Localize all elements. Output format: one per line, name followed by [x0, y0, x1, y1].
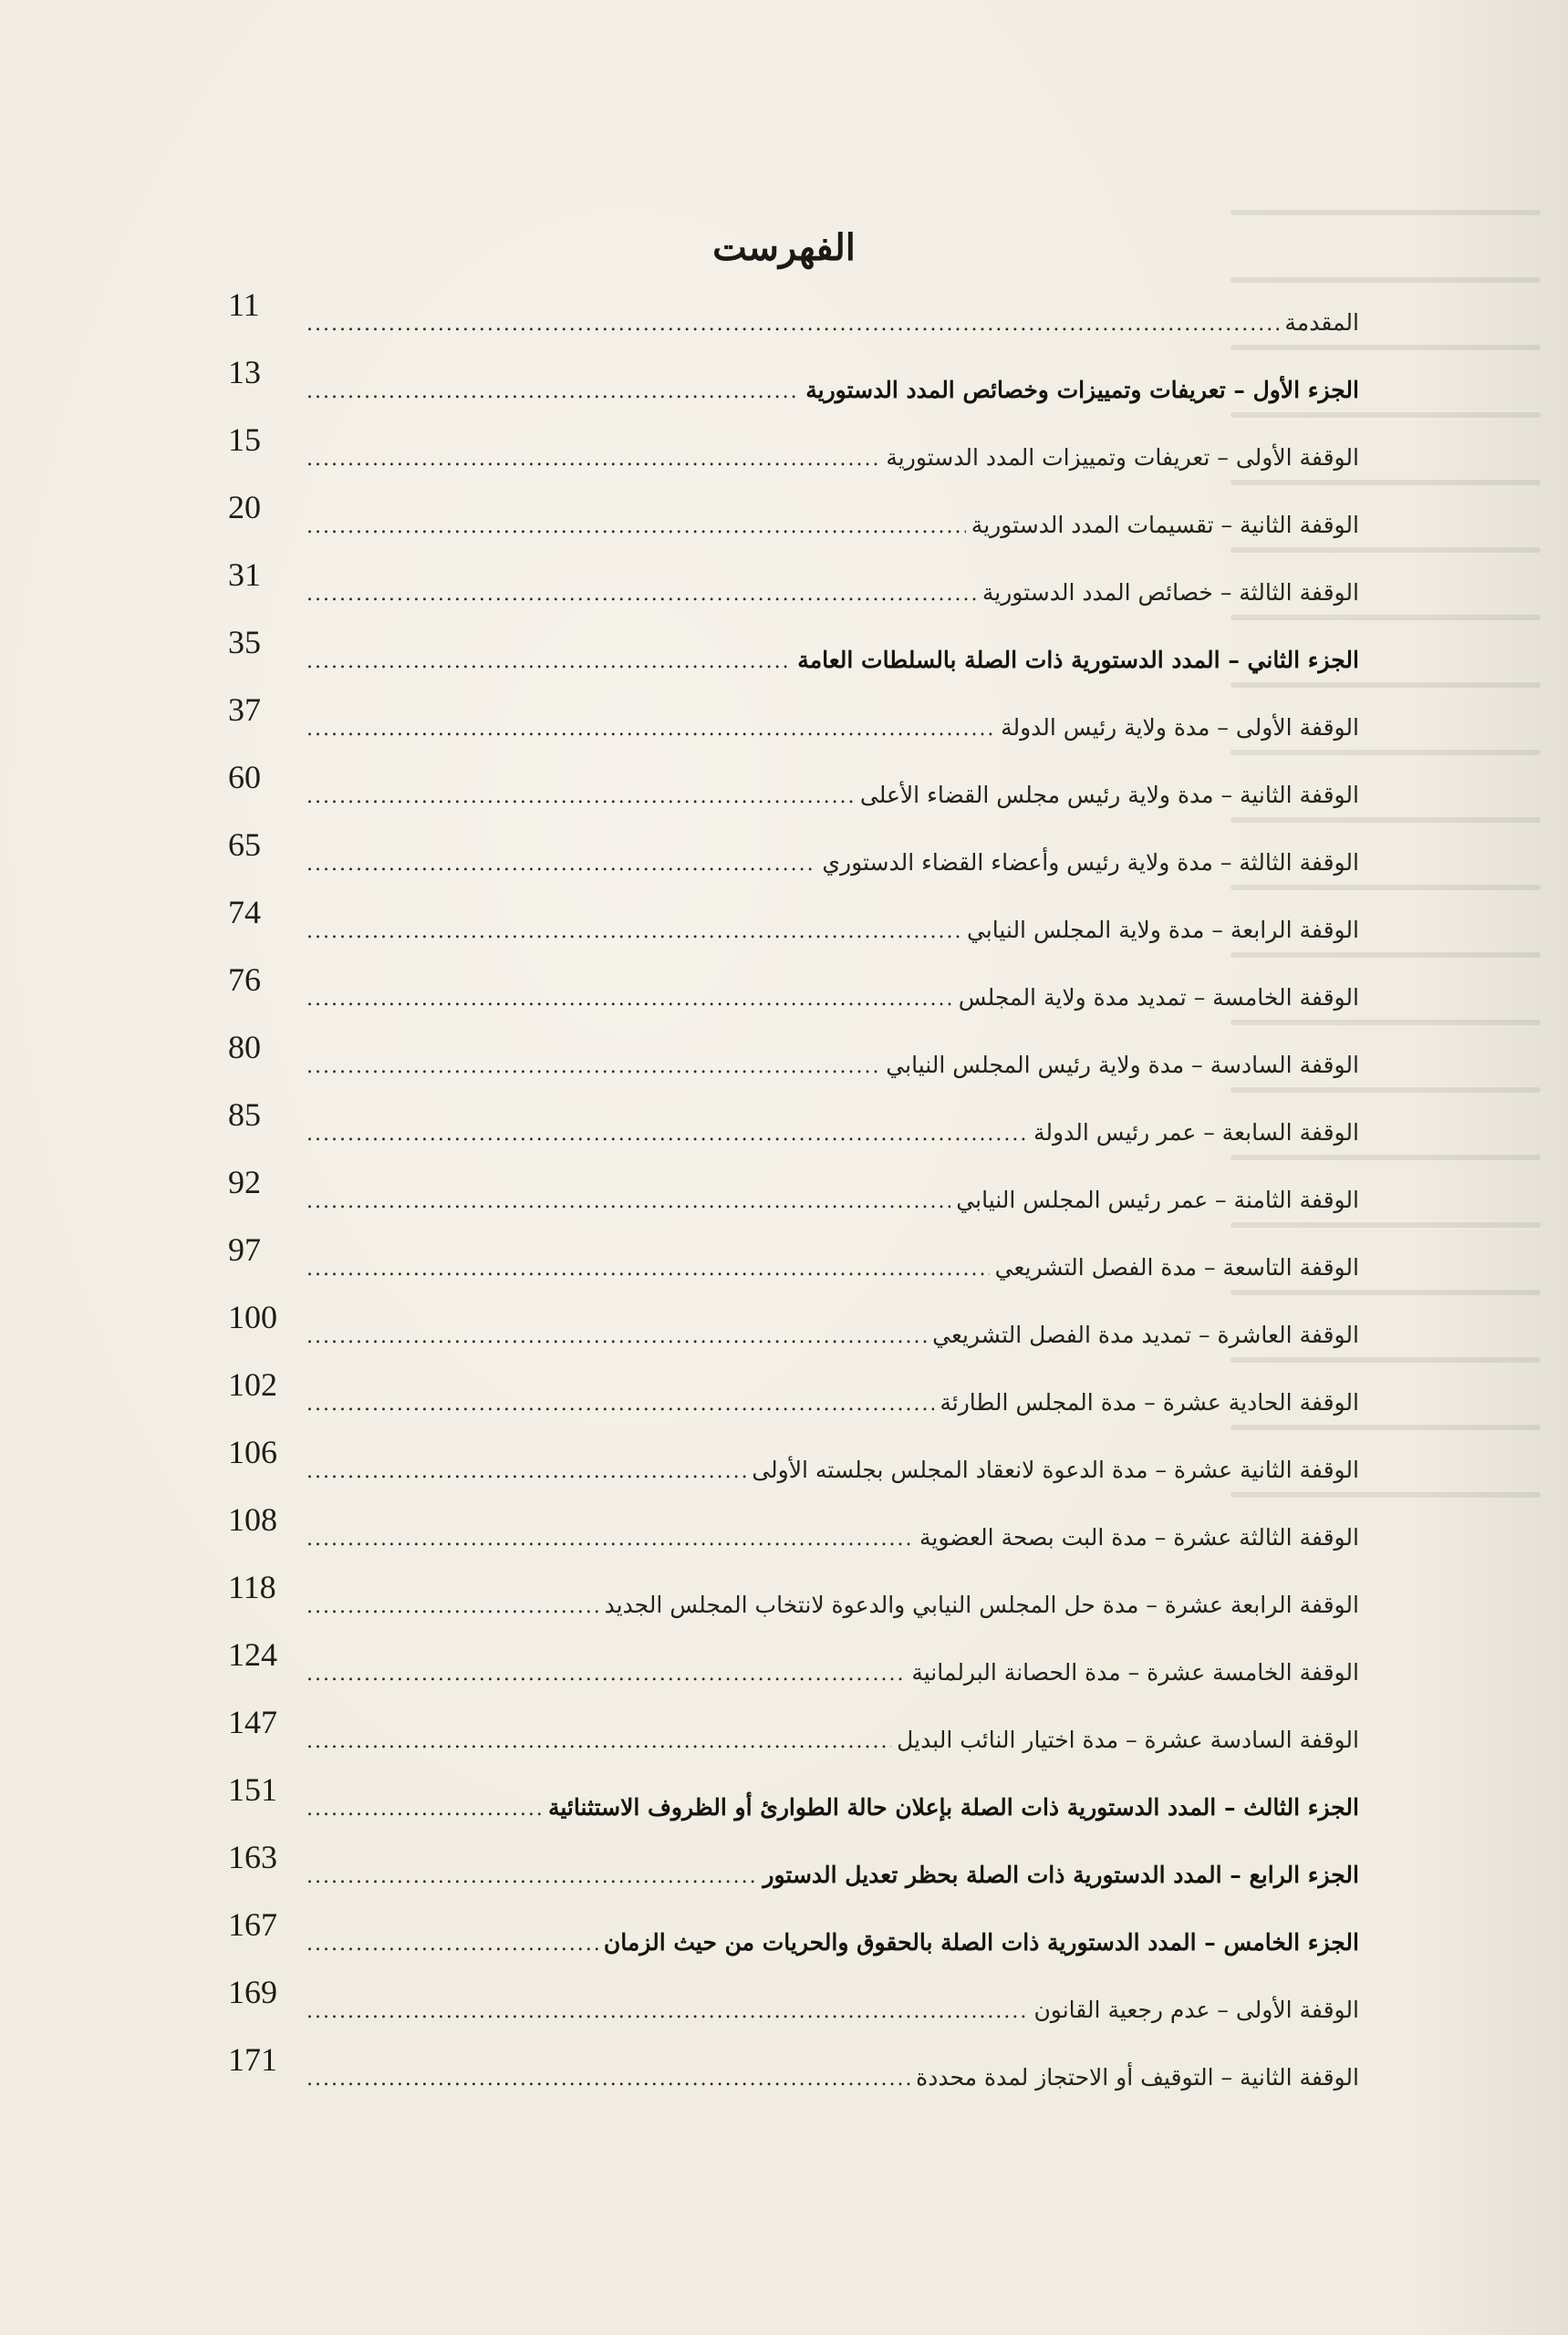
toc-part-entry [228, 624, 1359, 701]
toc-entry-title: الوقفة السابعة – عمر رئيس الدولة [1033, 1119, 1359, 1146]
dot-leader [306, 718, 995, 741]
toc-entry-title: الجزء الخامس – المدد الدستورية ذات الصلة بالحقوق والحريات من حيث الزمان [603, 1929, 1359, 1956]
dot-leader [306, 2068, 910, 2091]
toc-part-entry [228, 354, 1359, 431]
dot-leader [306, 2000, 1028, 2023]
dot-leader [306, 380, 800, 403]
dot-leader [306, 920, 961, 943]
toc-entry [228, 489, 1359, 566]
dot-leader [306, 583, 977, 606]
toc-page-number: 65 [228, 826, 261, 863]
toc-page-number: 37 [228, 691, 261, 728]
toc-entry [228, 1164, 1359, 1241]
toc-entry-title: الجزء الثاني – المدد الدستورية ذات الصلة بالسلطات العامة [797, 647, 1359, 673]
toc-entry-title: المقدمة [1284, 309, 1359, 336]
toc-entry-title: الوقفة التاسعة – مدة الفصل التشريعي [994, 1254, 1359, 1281]
toc-entry-title: الوقفة الثانية – التوقيف أو الاحتجاز لمدة محددة [916, 2064, 1359, 2091]
toc-entry-title: الجزء الأول – تعريفات وتمييزات وخصائص المدد الدستورية [805, 377, 1359, 403]
toc-page-number: 97 [228, 1231, 261, 1268]
toc-entry [228, 556, 1359, 634]
toc-page-number: 100 [228, 1299, 277, 1335]
toc-entry [228, 1231, 1359, 1309]
dot-leader [306, 1865, 757, 1888]
toc-entry [228, 1434, 1359, 1511]
dot-leader [306, 650, 792, 673]
toc-entry-title: الوقفة السادسة عشرة – مدة اختيار النائب البديل [897, 1727, 1359, 1753]
page-title: الفهرست [712, 226, 856, 269]
dot-leader [306, 1730, 891, 1753]
toc-part-entry [228, 1839, 1359, 1916]
toc-entry-title: الوقفة الخامسة عشرة – مدة الحصانة البرلمانية [911, 1659, 1359, 1686]
toc-page-number: 35 [228, 624, 261, 660]
dot-leader [306, 1258, 990, 1281]
toc-entry-title: الوقفة الثالثة عشرة – مدة البت بصحة العضوية [919, 1524, 1359, 1551]
toc-entry [228, 826, 1359, 904]
dot-leader [306, 1123, 1028, 1146]
toc-entry [228, 1974, 1359, 2051]
toc-entry-title: الوقفة الخامسة – تمديد مدة ولاية المجلس [958, 984, 1359, 1011]
dot-leader [306, 1055, 880, 1078]
toc-entry [228, 1029, 1359, 1106]
dot-leader [306, 313, 1279, 336]
toc-page-number: 169 [228, 1974, 277, 2010]
toc-entry-title: الوقفة الثالثة – مدة ولاية رئيس وأعضاء القضاء الدستوري [822, 849, 1359, 876]
dot-leader [306, 448, 880, 471]
dot-leader [306, 1663, 906, 1686]
toc-entry [228, 894, 1359, 971]
toc-entry-title: الوقفة العاشرة – تمديد مدة الفصل التشريعي [932, 1322, 1359, 1348]
toc-part-entry [228, 1906, 1359, 1984]
toc-entry [228, 759, 1359, 836]
toc-entry-title: الوقفة الثامنة – عمر رئيس المجلس النيابي [956, 1187, 1359, 1213]
toc-page-number: 106 [228, 1434, 277, 1470]
toc-entry [228, 961, 1359, 1039]
toc-page-number: 108 [228, 1501, 277, 1538]
toc-entry-title: الوقفة الأولى – مدة ولاية رئيس الدولة [1001, 714, 1359, 741]
toc-page-number: 74 [228, 894, 261, 930]
toc-entry-title: الجزء الثالث – المدد الدستورية ذات الصلة بإعلان حالة الطوارئ أو الظروف الاستثنائية [547, 1794, 1359, 1821]
dot-leader [306, 1325, 927, 1348]
toc-entry-title: الوقفة الرابعة – مدة ولاية المجلس النيابي [966, 917, 1359, 943]
toc-page-number: 13 [228, 354, 261, 390]
toc-page-number: 118 [228, 1569, 276, 1605]
dot-leader [306, 1933, 598, 1956]
dot-leader [306, 1393, 934, 1416]
toc-page-number: 163 [228, 1839, 277, 1875]
dot-leader [306, 1798, 543, 1821]
dot-leader [306, 1528, 914, 1551]
dot-leader [306, 785, 855, 808]
toc-entry-title: الوقفة الثالثة – خصائص المدد الدستورية [981, 579, 1359, 606]
toc-page-number: 20 [228, 489, 261, 525]
toc-entry [228, 1501, 1359, 1579]
toc-entry [228, 691, 1359, 769]
toc-page-number: 60 [228, 759, 261, 795]
toc-entry [228, 1299, 1359, 1376]
toc-entry-title: الوقفة الثانية – مدة ولاية رئيس مجلس القضاء الأعلى [859, 782, 1359, 808]
toc-entry [228, 1366, 1359, 1444]
toc-page-number: 167 [228, 1906, 277, 1943]
toc-entry [228, 1636, 1359, 1714]
dot-leader [306, 853, 816, 876]
toc-entry-title: الوقفة الثانية عشرة – مدة الدعوة لانعقاد المجلس بجلسته الأولى [752, 1457, 1359, 1483]
toc-entry-title: الوقفة السادسة – مدة ولاية رئيس المجلس النيابي [886, 1052, 1359, 1078]
toc-entry [228, 1096, 1359, 1174]
toc-entry-title: الوقفة الحادية عشرة – مدة المجلس الطارئة [940, 1389, 1359, 1416]
dot-leader [306, 515, 966, 538]
toc-page-number: 92 [228, 1164, 261, 1200]
toc-page-number: 102 [228, 1366, 277, 1403]
toc-page-number: 31 [228, 556, 261, 593]
toc-entry-title: الجزء الرابع – المدد الدستورية ذات الصلة بحظر تعديل الدستور [763, 1862, 1359, 1888]
toc-page-number: 11 [228, 286, 260, 323]
toc-entry [228, 286, 1359, 364]
dot-leader [306, 1190, 950, 1213]
toc-entry [228, 1569, 1359, 1646]
toc-page-number: 76 [228, 961, 261, 998]
toc-entry [228, 421, 1359, 499]
toc-entry [228, 1704, 1359, 1781]
toc-page-number: 151 [228, 1771, 277, 1808]
toc-entry-title: الوقفة الأولى – عدم رجعية القانون [1033, 1997, 1359, 2023]
dot-leader [306, 1595, 598, 1618]
toc-entry-title: الوقفة الأولى – تعريفات وتمييزات المدد الدستورية [886, 444, 1359, 471]
toc-page-number: 147 [228, 1704, 277, 1740]
toc-part-entry [228, 1771, 1359, 1849]
toc-entry [228, 2041, 1359, 2119]
toc-entry-title: الوقفة الثانية – تقسيمات المدد الدستورية [971, 512, 1359, 538]
toc-entry-title: الوقفة الرابعة عشرة – مدة حل المجلس النيابي والدعوة لانتخاب المجلس الجديد [604, 1592, 1359, 1618]
toc-page-number: 15 [228, 421, 261, 458]
toc-page-number: 80 [228, 1029, 261, 1065]
dot-leader [306, 1460, 746, 1483]
dot-leader [306, 988, 953, 1011]
toc-page-number: 124 [228, 1636, 277, 1673]
table-of-contents [228, 286, 1359, 2119]
toc-page-number: 171 [228, 2041, 277, 2078]
toc-page-number: 85 [228, 1096, 261, 1133]
